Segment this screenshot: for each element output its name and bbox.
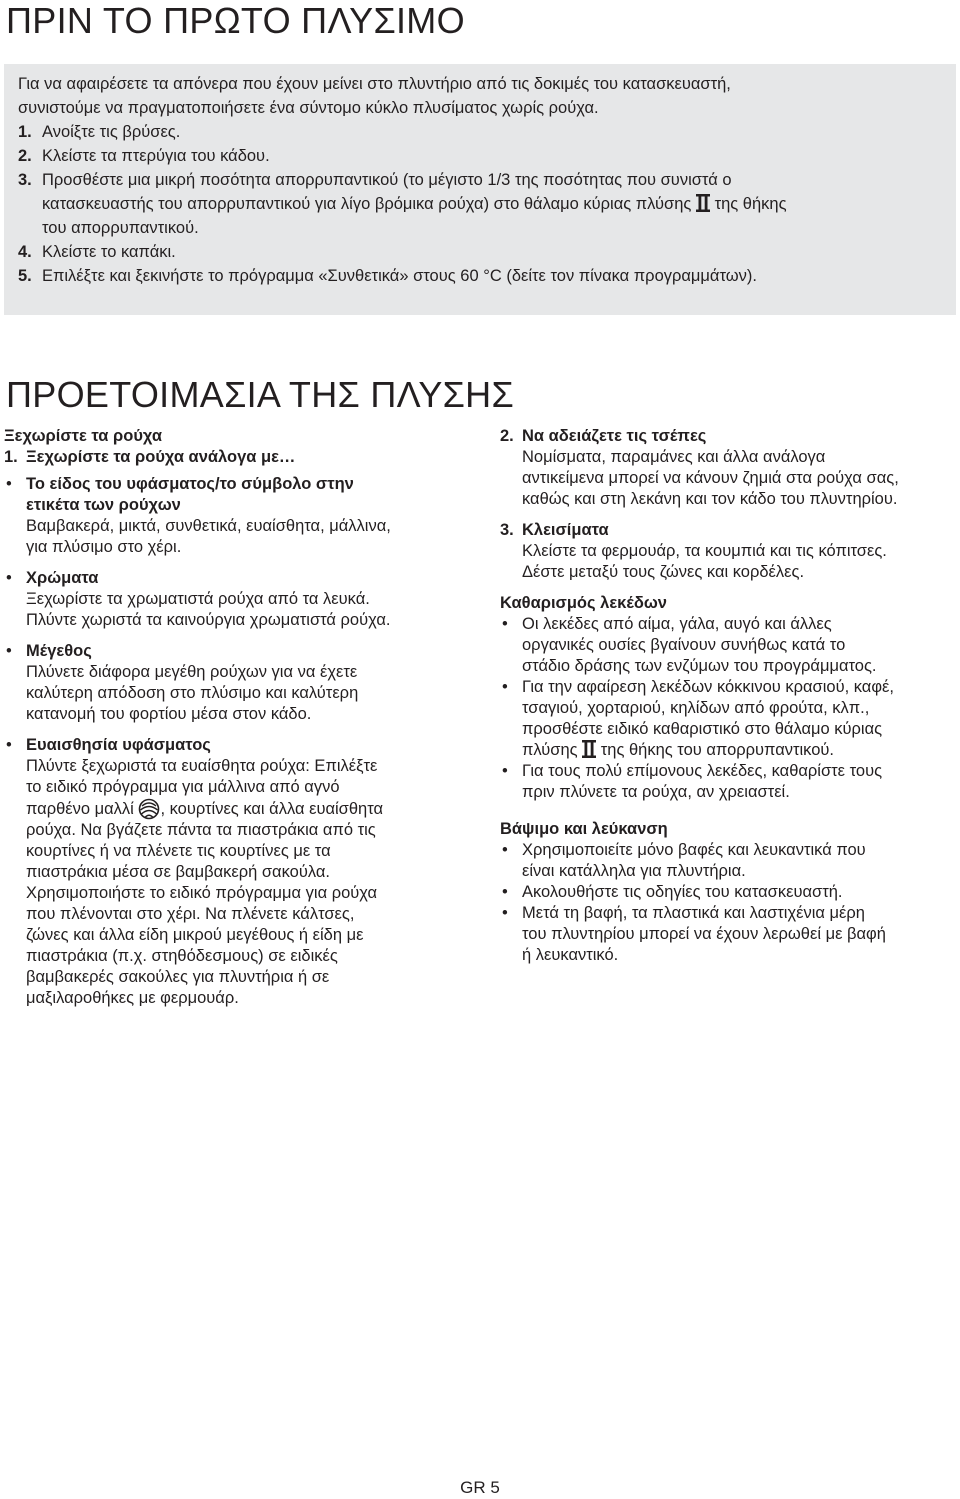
intro-line: Για να αφαιρέσετε τα απόνερα που έχουν μείνει στο πλυντήριο από τις δοκιμές του κατασκευαστή,: [18, 75, 731, 93]
numbered-item-2: 2. Να αδειάζετε τις τσέπες Νομίσματα, παραμάνες και άλλα ανάλογα αντικείμενα μπορεί να κάνουν ζημιά στα ρούχα σας, καθώς και στη λεκάνη και τον κάδο του πλυντηρίου.: [500, 427, 899, 508]
subheading-sort: Ξεχωρίστε τα ρούχα: [4, 427, 162, 445]
bullet: •: [502, 678, 508, 696]
list-item-stains-stubborn: • Για τους πολύ επίμονους λεκέδες, καθαρίστε τους πριν πλύνετε τα ρούχα, αν χρειαστεί.: [502, 762, 883, 801]
numbered-item-1: 1. Ξεχωρίστε τα ρούχα ανάλογα με…: [4, 448, 296, 466]
list-item-fabric: • Το είδος του υφάσματος/το σύμβολο στην ετικέτα των ρούχων Βαμβακερά, μικτά, συνθετικά, ευαίσθητα, μάλλινα, για πλύσιμο στο χέρι.: [6, 475, 391, 556]
right-column: [500, 426, 956, 966]
bullet: •: [502, 883, 508, 901]
wool-icon: [138, 798, 160, 820]
list-item-dye-products: • Χρησιμοποιείτε μόνο βαφές και λευκαντικά που είναι κατάλληλα για πλυντήρια.: [502, 841, 866, 880]
step-4: 4. Κλείστε το καπάκι.: [18, 243, 176, 261]
subheading-dye: Βάψιμο και λεύκανση: [500, 820, 668, 838]
bullet: •: [502, 841, 508, 859]
step-3-line2: κατασκευαστής του απορρυπαντικού για λίγο βρόμικα ρούχα) στο θάλαμο κύριας πλύσης της θήκης: [42, 195, 787, 213]
main-wash-compartment-icon: [696, 194, 710, 212]
step-2: 2. Κλείστε τα πτερύγια του κάδου.: [18, 147, 270, 165]
bullet: •: [6, 642, 12, 660]
step-3: 3. Προσθέστε μια μικρή ποσότητα απορρυπαντικού (το μέγιστο 1/3 της ποσότητας που συνιστά ο: [18, 171, 732, 189]
list-item-size: • Μέγεθος Πλύνετε διάφορα μεγέθη ρούχων για να έχετε καλύτερη απόδοση στο πλύσιμο και καλύτερη κατανομή του φορτίου μέσα στον κάδο.: [6, 642, 359, 723]
page-title: ΠΡΙΝ ΤΟ ΠΡΩΤΟ ΠΛΥΣΙΜΟ: [6, 0, 465, 41]
list-item-colors: • Χρώματα Ξεχωρίστε τα χρωματιστά ρούχα από τα λευκά. Πλύντε χωριστά τα καινούργια χρωματιστά ρούχα.: [6, 569, 391, 629]
subheading-stains: Καθαρισμός λεκέδων: [500, 594, 667, 612]
bullet: •: [502, 762, 508, 780]
list-item-stains-wine: • Για την αφαίρεση λεκέδων κόκκινου κρασιού, καφέ, τσαγιού, χορταριού, κηλίδων από φρούτα, κλπ., προσθέστε ειδικό καθαριστικό στο θάλαμο κύριας πλύσης της θήκης του απορρυπαντικού.: [502, 678, 894, 759]
main-wash-compartment-icon: [582, 740, 596, 758]
bullet: •: [6, 475, 12, 493]
list-item-stains-organic: • Οι λεκέδες από αίμα, γάλα, αυγό και άλλες οργανικές ουσίες βγαίνουν συνήθως κατά το στάδιο δράσης των ενζύμων του προγράμματος.: [502, 615, 877, 675]
list-item-sensitivity: • Ευαισθησία υφάσματος Πλύντε ξεχωριστά τα ευαίσθητα ρούχα: Επιλέξτε το ειδικό πρόγραμμα για μάλλινα από αγνό παρθένο μαλλί , κουρτίνες και άλλα ευαίσθητα ρούχα. Να βγάζετε πάντα τα πιαστράκια από τις κουρτίνες ή να πλένετε τις κουρτίνες με τα πιαστράκια μέσα σε βαμβακερή σακούλα. Χρησιμοποιήστε το ειδικό πρόγραμμα για ρούχα που πλένονται στο χέρι. Να πλένετε κάλτσες, ζώνες και άλλα είδη μικρού μεγέθους ή είδη με πιαστράκια (π.χ. στηθόδεσμους) σε ειδικές βαμβακερές σακούλες για πλυντήρια ή σε μαξιλαροθήκες με φερμουάρ.: [6, 736, 384, 1007]
numbered-item-3: 3. Κλεισίματα Κλείστε τα φερμουάρ, τα κουμπιά και τις κόπιτσες. Δέστε μεταξύ τους ζώνες και κορδέλες.: [500, 521, 887, 581]
step-3-line3: του απορρυπαντικού.: [42, 219, 199, 237]
left-column: [4, 426, 472, 1009]
page-number: GR 5: [460, 1478, 500, 1497]
list-item-dye-instructions: • Ακολουθήστε τις οδηγίες του κατασκευαστή.: [502, 883, 843, 901]
bullet: •: [502, 904, 508, 922]
step-1: 1. Ανοίξτε τις βρύσες.: [18, 123, 181, 141]
section-title: ΠΡΟΕΤΟΙΜΑΣΙΑ ΤΗΣ ΠΛΥΣΗΣ: [6, 374, 515, 415]
first-wash-box: [4, 64, 956, 315]
bullet: •: [6, 736, 12, 754]
bullet: •: [6, 569, 12, 587]
intro-line: συνιστούμε να πραγματοποιήσετε ένα σύντομο κύκλο πλυσίματος χωρίς ρούχα.: [18, 99, 599, 117]
list-item-dye-after: • Μετά τη βαφή, τα πλαστικά και λαστιχένια μέρη του πλυντηρίου μπορεί να έχουν λερωθεί με βαφή ή λευκαντικό.: [502, 904, 886, 964]
bullet: •: [502, 615, 508, 633]
step-5: 5. Επιλέξτε και ξεκινήστε το πρόγραμμα «Συνθετικά» στους 60 °C (δείτε τον πίνακα προγραμμάτων).: [18, 267, 757, 285]
